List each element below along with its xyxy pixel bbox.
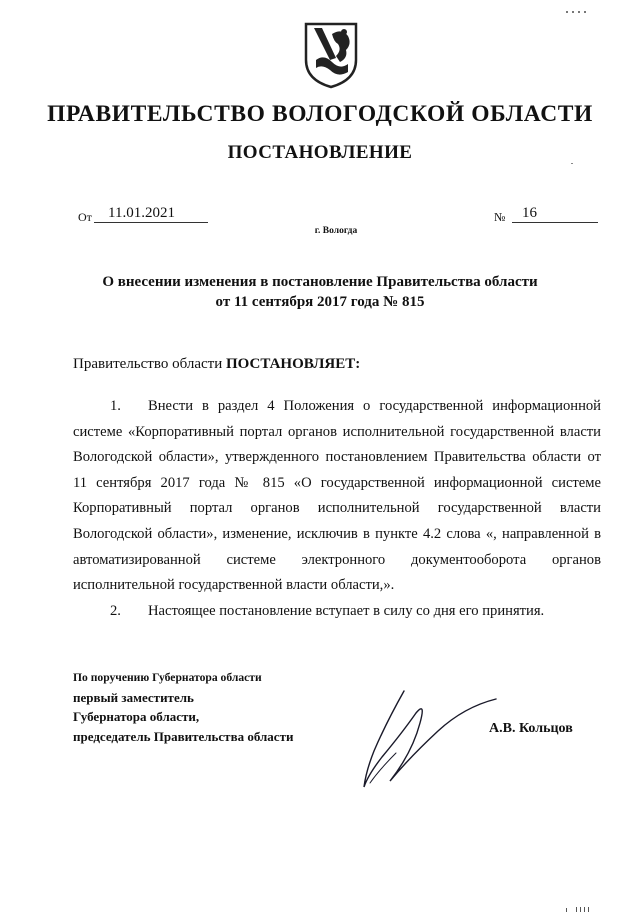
- paragraph-number: 1.: [110, 398, 121, 414]
- document-number: 16: [522, 205, 537, 221]
- paragraph-text: Внести в раздел 4 Положения о государственной информационной системе «Корпоративный портал органов исполнительной государственной власти Вологодской области», утвержденного постановлением Правительства области от 11 сентября 2017 года № 815 «О государственной информационной системе Корпоративный портал органов исполнительной государственной власти Вологодской области», изменение, исключив в пункте 4.2 слова «, направленной в автоматизированной системе электронного документооборота органов исполнительной государственной власти области,».: [73, 398, 601, 594]
- coat-of-arms-icon: [302, 20, 360, 90]
- subject-line-2: от 11 сентября 2017 года № 815: [215, 294, 425, 310]
- document-date: 11.01.2021: [108, 205, 175, 221]
- signer-authority: По поручению Губернатора области: [73, 671, 262, 684]
- decree-lead: Правительство области: [73, 356, 223, 372]
- paragraph-number: 2.: [110, 602, 121, 619]
- government-name: ПРАВИТЕЛЬСТВО ВОЛОГОДСКОЙ ОБЛАСТИ: [47, 101, 593, 127]
- handwritten-signature: [346, 683, 506, 793]
- signer-title-2: Губернатора области,: [73, 709, 200, 724]
- number-underline: [512, 222, 598, 223]
- signatory-name: А.В. Кольцов: [489, 721, 573, 736]
- decree-keyword: ПОСТАНОВЛЯЕТ:: [225, 356, 361, 372]
- document-subject: [60, 272, 580, 312]
- number-label: №: [494, 210, 506, 224]
- paragraph-2: [73, 599, 601, 625]
- scan-corner-mark: [566, 899, 592, 904]
- date-underline: [94, 222, 208, 223]
- date-label: От: [78, 210, 92, 224]
- subject-line-1: О внесении изменения в постановление Правительства области: [102, 274, 538, 290]
- paragraph-text: Настоящее постановление вступает в силу со дня его принятия.: [148, 602, 545, 619]
- scan-corner-mark: [566, 0, 592, 2]
- paragraph-1: [73, 394, 601, 599]
- scan-artifact: [571, 163, 573, 164]
- signer-title-1: первый заместитель: [73, 689, 194, 705]
- document-body: [73, 394, 601, 624]
- signature-block: [73, 668, 293, 746]
- decree-statement: [73, 356, 360, 373]
- document-type: ПОСТАНОВЛЕНИЕ: [227, 142, 413, 163]
- city-name: г. Вологда: [314, 226, 358, 236]
- signer-title-3: председатель Правительства области: [73, 728, 294, 744]
